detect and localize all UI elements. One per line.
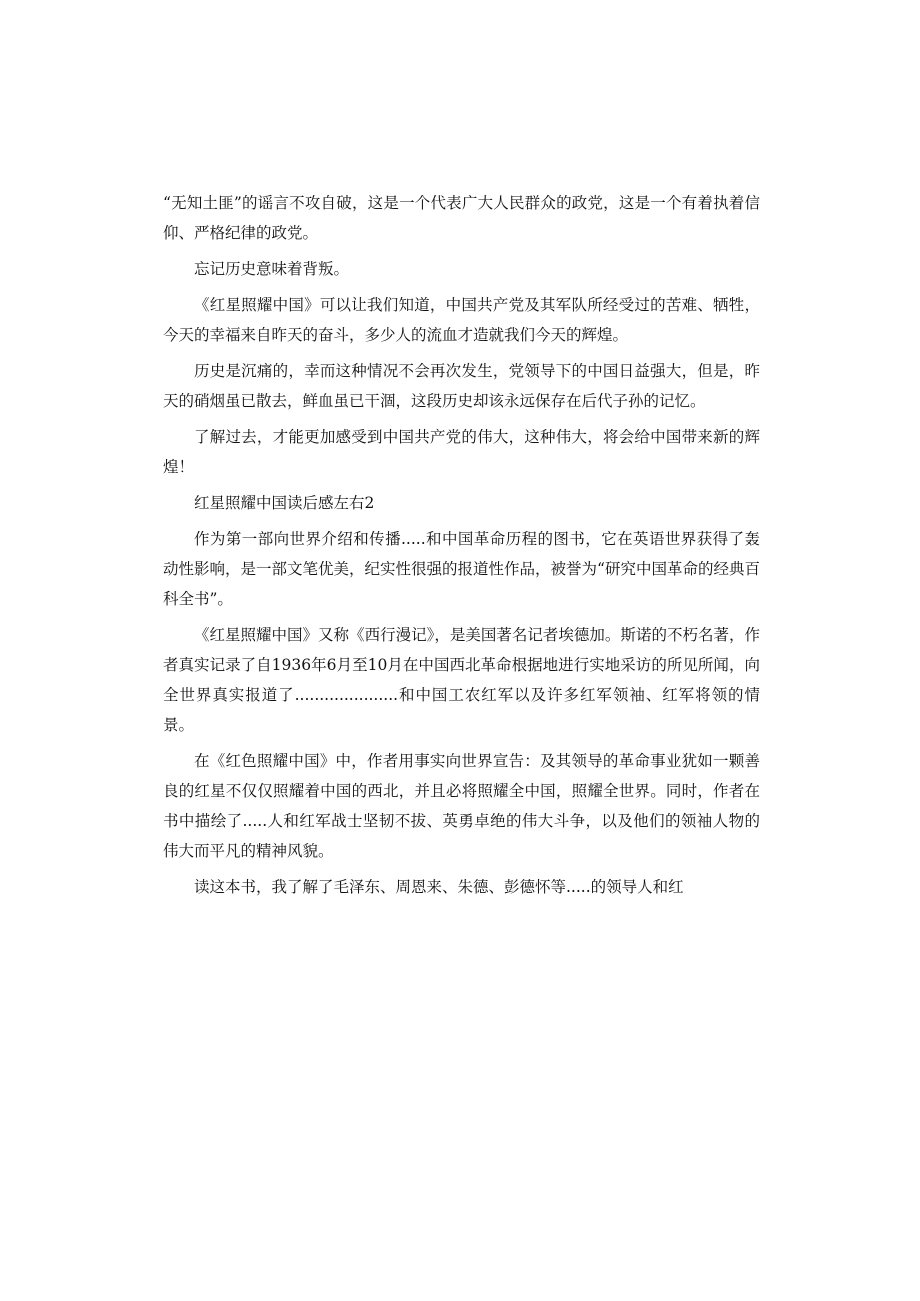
paragraph-9: 读这本书，我了解了毛泽东、周恩来、朱德、彭德怀等.....的领导人和红 — [194, 878, 684, 896]
paragraph-6: 作为第一部向世界介绍和传播.....和中国革命历程的图书，它在英语世界获得了轰动性影响，是一部文笔优美，纪实性很强的报道性作品，被誉为“研究中国革命的经典百科全书”。 — [163, 530, 760, 608]
document-body — [163, 188, 760, 908]
paragraph-8: 在《红色照耀中国》中，作者用事实向世界宣告：及其领导的革命事业犹如一颗善良的红星不仅仅照耀着中国的西北，并且必将照耀全中国，照耀全世界。同时，作者在书中描绘了.....人和红军战士坚韧不拔、英勇卓绝的伟大斗争，以及他们的领袖人物的伟大而平凡的精神风貌。 — [163, 752, 760, 860]
paragraph-1: “无知土匪”的谣言不攻自破，这是一个代表广大人民群众的政党，这是一个有着执着信仰、严格纪律的政党。 — [163, 194, 760, 242]
section-heading: 红星照耀中国读后感左右2 — [194, 494, 375, 512]
paragraph-5: 了解过去，才能更加感受到中国共产党的伟大，这种伟大，将会给中国带来新的辉煌！ — [163, 428, 760, 476]
paragraph-7: 《红星照耀中国》又称《西行漫记》，是美国著名记者埃德加。斯诺的不朽名著，作者真实记录了自1936年6月至10月在中国西北革命根据地进行实地采访的所见所闻，向全世界真实报道了.....................和中国工农红军以及许多红军领袖、红军将领的情景。 — [163, 626, 760, 734]
paragraph-2: 忘记历史意味着背叛。 — [194, 260, 350, 278]
paragraph-4: 历史是沉痛的，幸而这种情况不会再次发生，党领导下的中国日益强大，但是，昨天的硝烟虽已散去，鲜血虽已干涸，这段历史却该永远保存在后代子孙的记忆。 — [163, 362, 760, 410]
paragraph-3: 《红星照耀中国》可以让我们知道，中国共产党及其军队所经受过的苦难、牺牲，今天的幸福来自昨天的奋斗，多少人的流血才造就我们今天的辉煌。 — [163, 296, 760, 344]
